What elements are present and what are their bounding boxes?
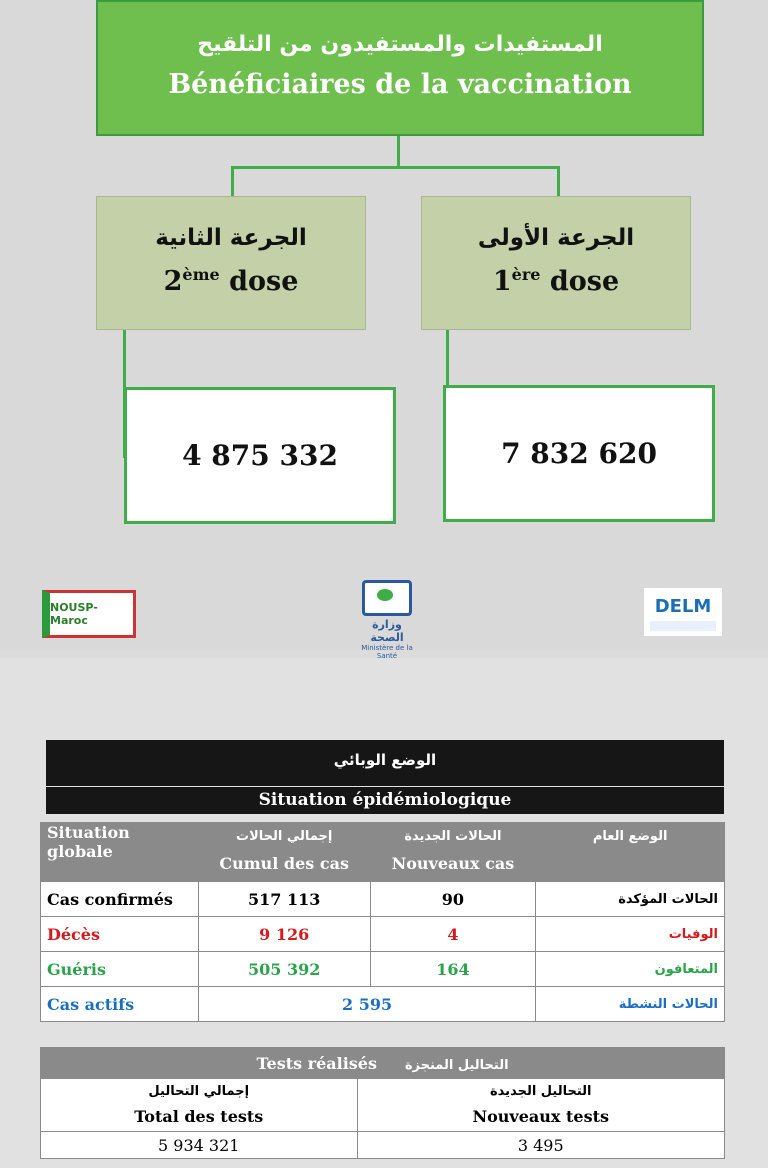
- dose1-label-fr: 1ère dose: [492, 265, 620, 297]
- nousp-logo: NOUSP-Maroc: [42, 590, 136, 638]
- ministry-logo: وزارة الصحة Ministère de la Santé: [354, 580, 420, 646]
- dose2-label-ar: الجرعة الثانية: [155, 225, 307, 251]
- connector-line: [557, 166, 560, 196]
- dose2-box: [96, 196, 366, 330]
- dose2-label-fr: 2ème dose: [163, 265, 299, 297]
- connector-line: [446, 330, 449, 388]
- tests-title-fr: Tests réalisés: [256, 1053, 377, 1073]
- table-row: Guéris 505 392 164 المتعافون: [41, 952, 725, 987]
- vaccination-title-ar: المستفيدات والمستفيدون من التلقيح: [197, 32, 603, 57]
- tests-label-row: [41, 1079, 725, 1132]
- vaccination-title-box: [96, 0, 704, 136]
- tests-new-fr: Nouveaux tests: [472, 1107, 609, 1126]
- tests-total-ar: إجمالي التحاليل: [148, 1084, 250, 1099]
- connector-line: [231, 166, 560, 169]
- epi-title-ar: الوضع الوبائي: [46, 740, 724, 786]
- vaccination-title-fr: Bénéficiaires de la vaccination: [168, 69, 632, 100]
- tests-value-row: [41, 1132, 725, 1159]
- dose2-value: 4 875 332: [124, 387, 396, 524]
- ministry-emblem-icon: [362, 580, 412, 616]
- delm-logo: DELM: [644, 588, 722, 636]
- tests-total-fr: Total des tests: [134, 1107, 264, 1126]
- table-row: Cas actifs 2 595 الحالات النشطة: [41, 987, 725, 1022]
- epi-header-row: [41, 823, 725, 882]
- tests-new-value: 3 495: [357, 1132, 725, 1159]
- header-cumul: إجمالي الحالات Cumul des cas: [198, 823, 370, 882]
- tests-new-ar: التحاليل الجديدة: [490, 1084, 592, 1099]
- tests-total-value: 5 934 321: [41, 1132, 358, 1159]
- header-global: Situation globale: [41, 823, 199, 882]
- connector-line: [231, 166, 234, 196]
- tests-table: [40, 1047, 725, 1159]
- table-row: Cas confirmés 517 113 90 الحالات المؤكدة: [41, 882, 725, 917]
- tests-header-row: [41, 1048, 725, 1079]
- dose1-label-ar: الجرعة الأولى: [477, 225, 635, 251]
- dose1-box: [421, 196, 691, 330]
- header-general: الوضع العام: [536, 823, 725, 882]
- connector-line: [397, 136, 400, 168]
- header-new: الحالات الجديدة Nouveaux cas: [370, 823, 536, 882]
- epi-title-fr: Situation épidémiologique: [46, 787, 724, 814]
- table-row: Décès 9 126 4 الوفيات: [41, 917, 725, 952]
- epi-table: [40, 822, 725, 1022]
- tests-title-ar: التحاليل المنجزة: [404, 1057, 509, 1073]
- dose1-value: 7 832 620: [443, 385, 715, 522]
